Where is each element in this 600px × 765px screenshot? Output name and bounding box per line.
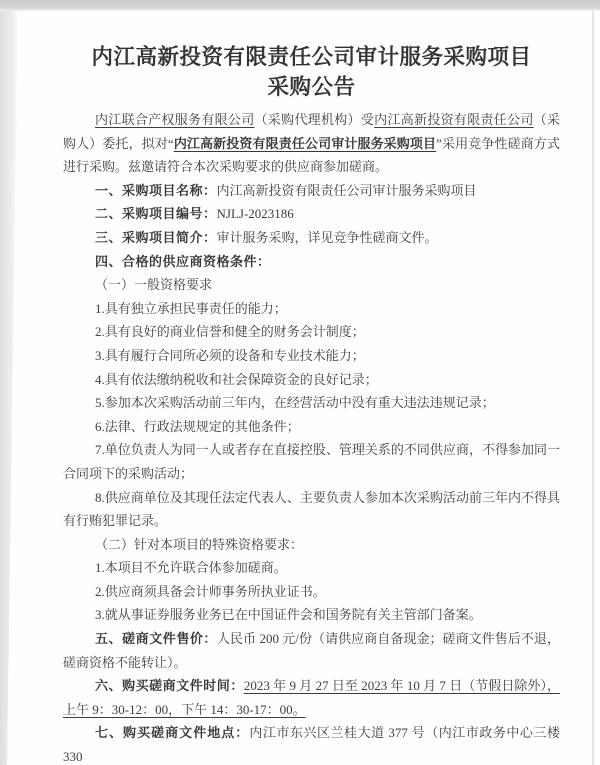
scan-edge-top <box>0 0 600 11</box>
section-7-value: 内江市东兴区兰桂大道 377 号（内江市政务中心三楼 330 <box>63 725 560 765</box>
section-project-name <box>63 179 560 203</box>
section-7-label: 七、购买磋商文件地点： <box>95 725 250 741</box>
special-item: 1.本项目不允许联合体参加磋商。 <box>95 560 287 576</box>
general-item: 4.具有依法缴纳税收和社会保障资金的良好记录； <box>95 371 378 387</box>
purchaser-name: 内江高新投资有限责任公司 <box>374 112 534 127</box>
special-item: 2.供应商须具备会计师事务所执业证书。 <box>95 583 326 599</box>
document-content <box>63 42 560 765</box>
special-item: 3.就从事证券服务业务已在中国证件会和国务院有关主管部门备案。 <box>95 607 482 623</box>
section-6-value: 2023 年 9 月 27 日至 2023 年 10 月 7 日（节假日除外），上午 9：30-12：00，下午 14：30-17：00。 <box>63 678 560 717</box>
section-6-label: 六、购买磋商文件时间： <box>95 678 244 694</box>
section-3-value: 审计服务采购，详见竞争性磋商文件。 <box>216 229 438 245</box>
section-1-value: 内江高新投资有限责任公司审计服务采购项目 <box>216 182 477 198</box>
general-item: 8.供应商单位及其现任法定代表人、主要负责人参加本次采购活动前三年内不得具有行贿犯罪记录。 <box>63 489 560 529</box>
section-3-label: 三、采购项目简介： <box>95 229 217 245</box>
section-document-price <box>63 627 560 674</box>
general-item: 5.参加本次采购活动前三年内，在经营活动中没有重大违法违规记录； <box>95 395 495 411</box>
intro-text-1: （采购代理机构）受 <box>254 112 375 127</box>
intro-text-2: （采购人）委托，拟对“ <box>63 112 560 151</box>
section-qualification <box>63 250 560 274</box>
general-item: 2.具有良好的商业信誉和健全的财务会计制度； <box>95 324 365 340</box>
intro-text-3: ”采用竞争性磋商方式进行采购。兹邀请符合本次采购要求的供应商参加磋商。 <box>63 135 560 175</box>
general-item: 3.具有履行合同所必须的设备和专业技术能力； <box>95 347 365 363</box>
title-line-1: 内江高新投资有限责任公司审计服务采购项目 <box>91 45 532 69</box>
special-requirements-heading: （二）针对本项目的特殊资格要求： <box>95 536 304 552</box>
general-item: 6.法律、行政法规规定的其他条件； <box>95 418 300 434</box>
section-purchase-time <box>63 674 560 721</box>
intro-paragraph <box>63 108 560 179</box>
project-name: 内江高新投资有限责任公司审计服务采购项目 <box>173 135 437 151</box>
section-2-label: 二、采购项目编号： <box>95 206 217 222</box>
title-line-2: 采购公告 <box>267 75 356 99</box>
section-5-label: 五、磋商文件售价： <box>95 631 217 647</box>
scan-edge-right <box>592 11 594 765</box>
document-title <box>76 42 548 102</box>
general-item: 7.单位负责人为同一人或者存在直接控股、管理关系的不同供应商，不得参加同一合同项下的采购活动； <box>63 442 560 481</box>
general-requirements-heading: （一）一般资格要求 <box>95 277 213 293</box>
scan-edge-left <box>0 11 20 765</box>
section-1-label: 一、采购项目名称： <box>95 182 217 198</box>
section-5-value: 人民币 200 元/份（请供应商自备现金；磋商文件售后不退，磋商资格不能转让）。 <box>63 631 560 670</box>
general-item: 1.具有独立承担民事责任的能力； <box>95 300 287 316</box>
section-2-value: NJLJ-2023186 <box>216 206 294 222</box>
section-purchase-place <box>63 721 560 765</box>
section-project-brief <box>63 226 560 250</box>
agency-name: 内江联合产权服务有限公司 <box>95 112 255 127</box>
section-project-number <box>63 202 560 226</box>
section-4-label: 四、合格的供应商资格条件： <box>95 253 271 269</box>
